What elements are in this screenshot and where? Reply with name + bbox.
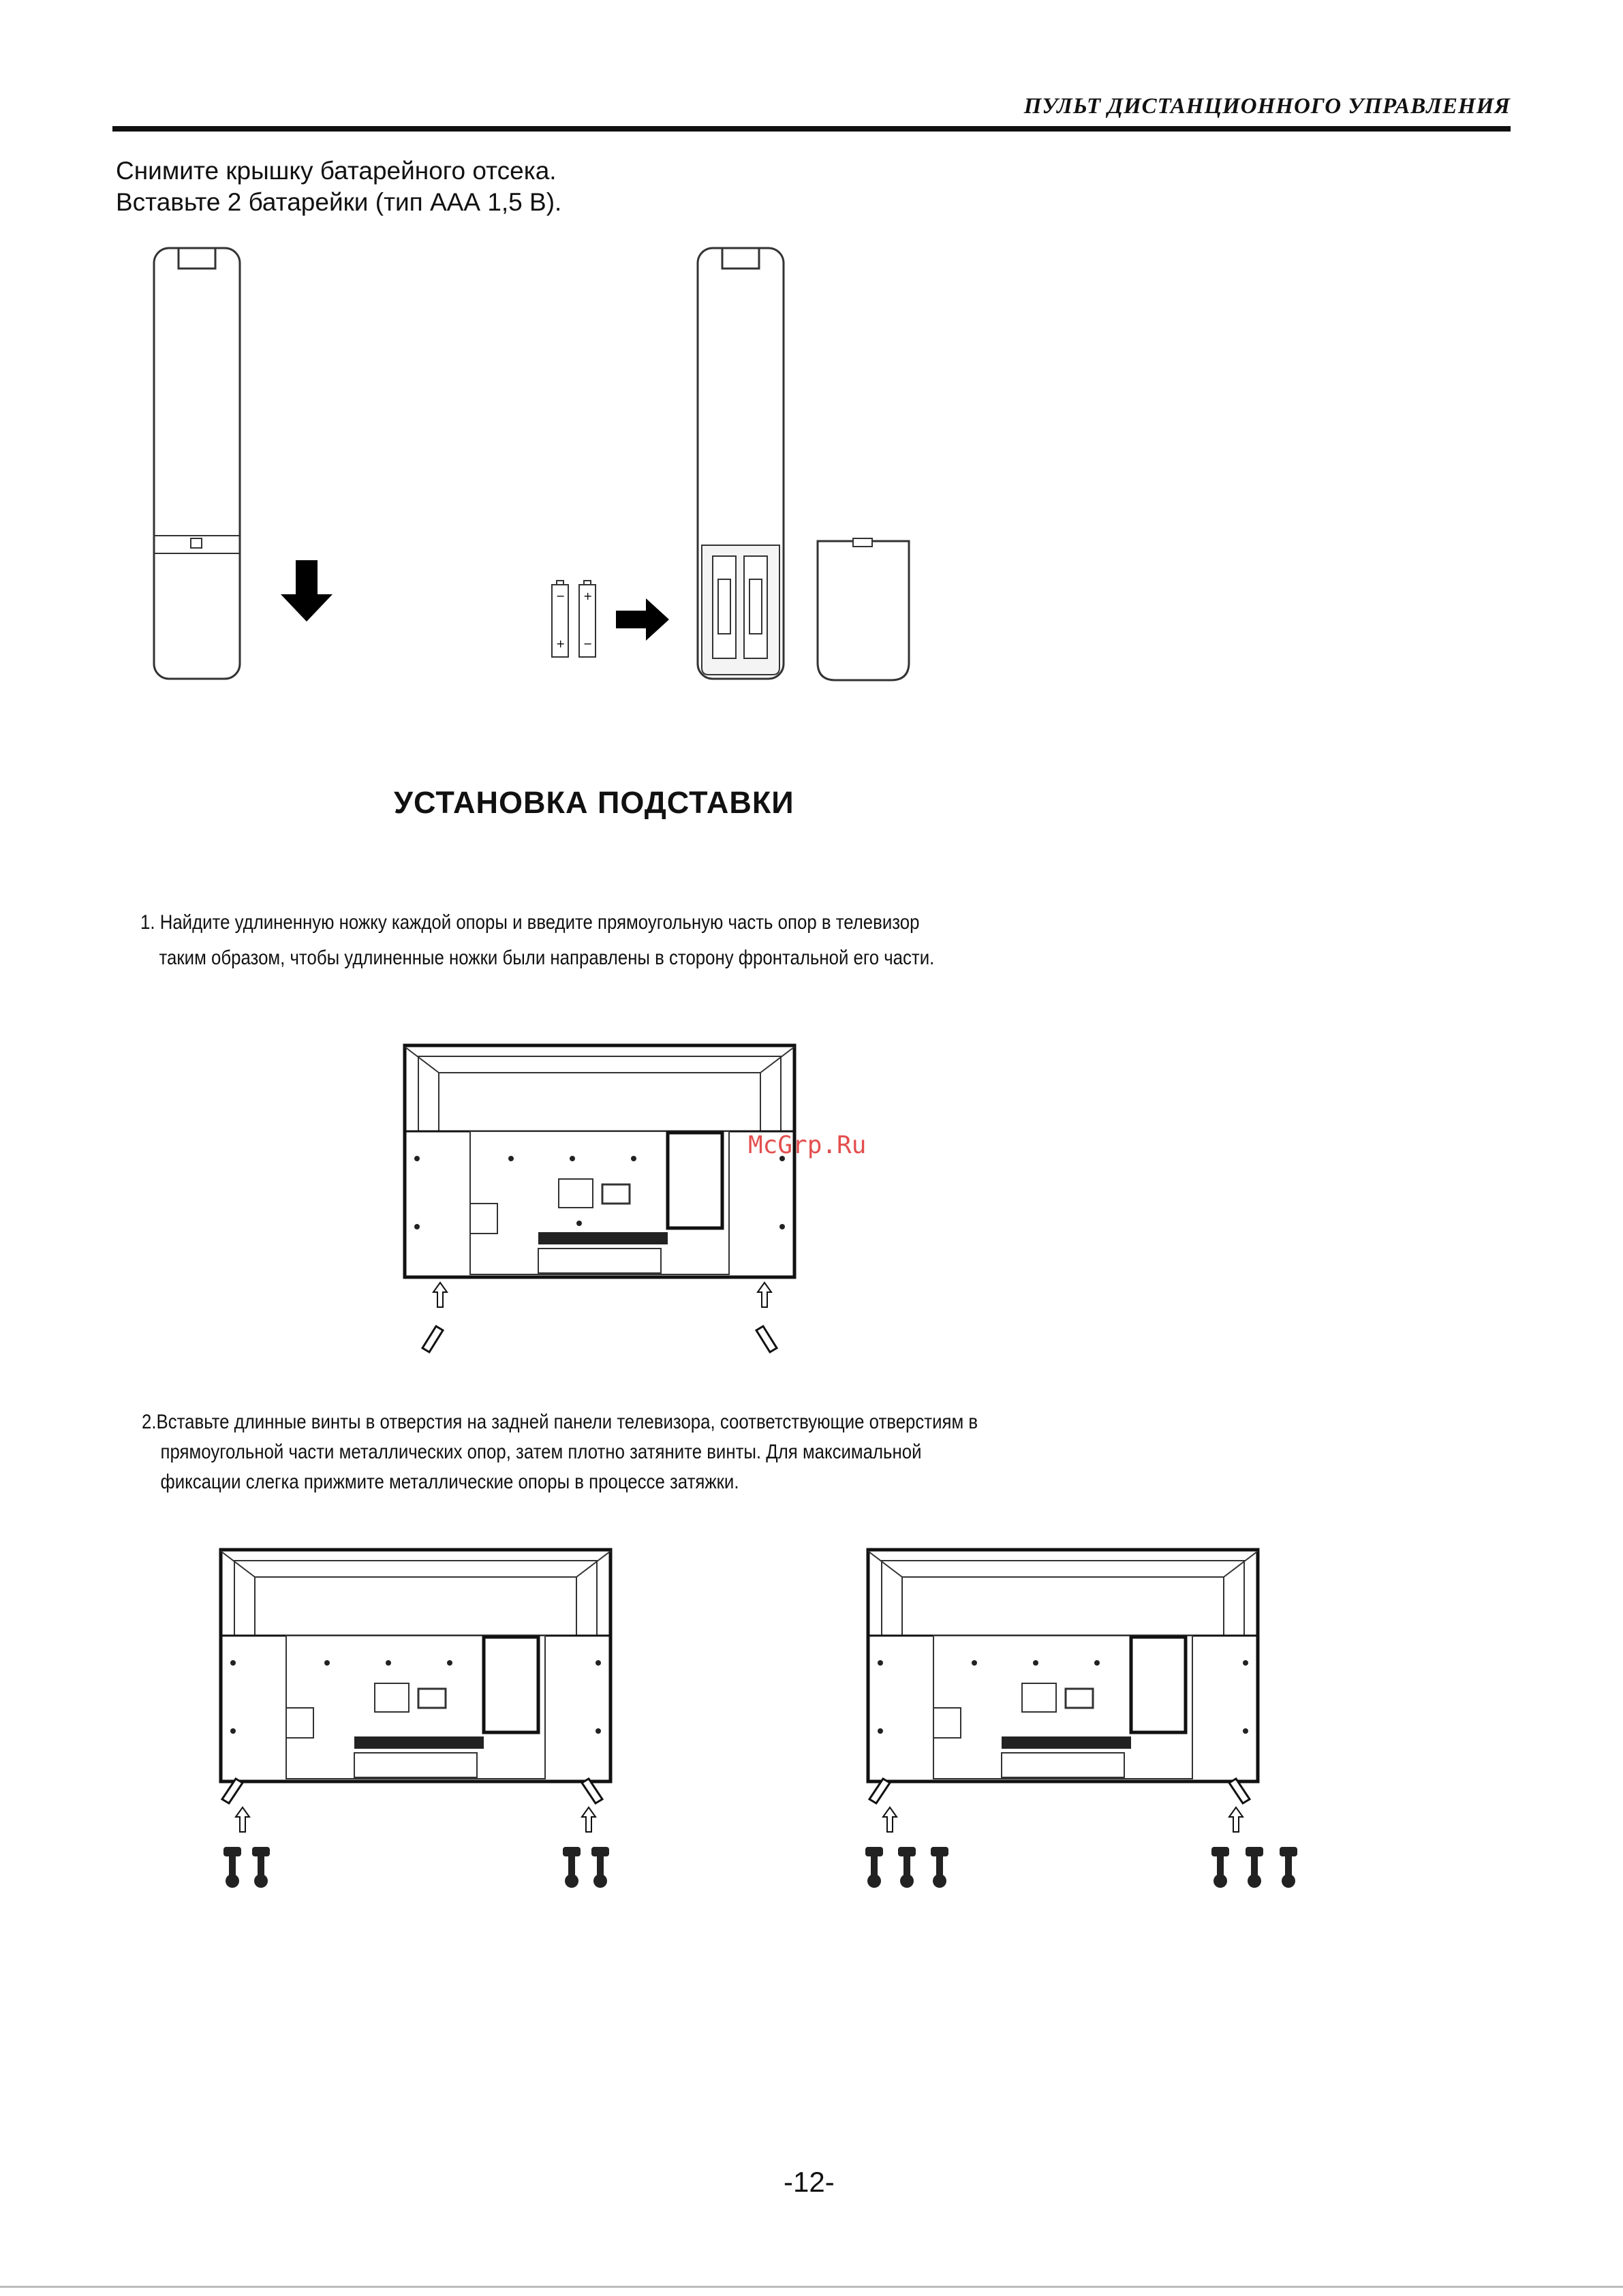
battery-minus-label: −	[556, 590, 566, 602]
page-number: -12-	[784, 2166, 835, 2198]
arrow-right-icon	[616, 597, 670, 642]
tv-rear-illustration-step2-right	[865, 1547, 1315, 1901]
tv-rear-illustration-step1	[402, 1043, 797, 1370]
step-2-text	[142, 1407, 978, 1497]
batteries-illustration	[548, 579, 602, 661]
remote-open-illustration	[695, 245, 790, 682]
step-1-number: 1.	[140, 911, 155, 934]
tv-rear-illustration-step2-left	[218, 1547, 620, 1901]
step-1-line-1: Найдите удлиненную ножку каждой опоры и введите прямоугольную часть опор в телевизор	[159, 911, 920, 934]
step-2-line-3: фиксации слегка прижмите металлические опоры в процессе затяжки.	[160, 1471, 739, 1493]
remote-instruction-line-1: Снимите крышку батарейного отсека.	[116, 157, 557, 185]
step-2-line-2: прямоугольной части металлических опор, затем плотно затяните винты. Для максимальной	[160, 1441, 922, 1463]
step-2-number: 2.	[142, 1411, 157, 1433]
battery-minus-label: −	[583, 637, 593, 650]
battery-plus-label: +	[556, 637, 566, 650]
watermark: McGrp.Ru	[748, 1131, 867, 1159]
step-2-line-1: Вставьте длинные винты в отверстия на задней панели телевизора, соответствующие отверстиям в	[156, 1411, 978, 1433]
remote-closed-illustration	[151, 245, 247, 682]
step-1-line-2: таким образом, чтобы удлиненные ножки были направлены в сторону фронтальной его части.	[159, 947, 935, 969]
section-title: УСТАНОВКА ПОДСТАВКИ	[394, 785, 794, 820]
bottom-rule	[0, 2286, 1623, 2288]
remote-instruction-line-2: Вставьте 2 батарейки (тип ААА 1,5 В).	[116, 188, 562, 216]
battery-plus-label: +	[583, 590, 593, 602]
arrow-down-icon	[279, 560, 334, 623]
header-rule	[112, 126, 1511, 132]
remote-instructions	[116, 155, 561, 218]
step-1-text	[140, 905, 934, 976]
page-header-title: ПУЛЬТ ДИСТАНЦИОННОГО УПРАВЛЕНИЯ	[1023, 94, 1511, 119]
battery-cover-illustration	[815, 538, 912, 683]
